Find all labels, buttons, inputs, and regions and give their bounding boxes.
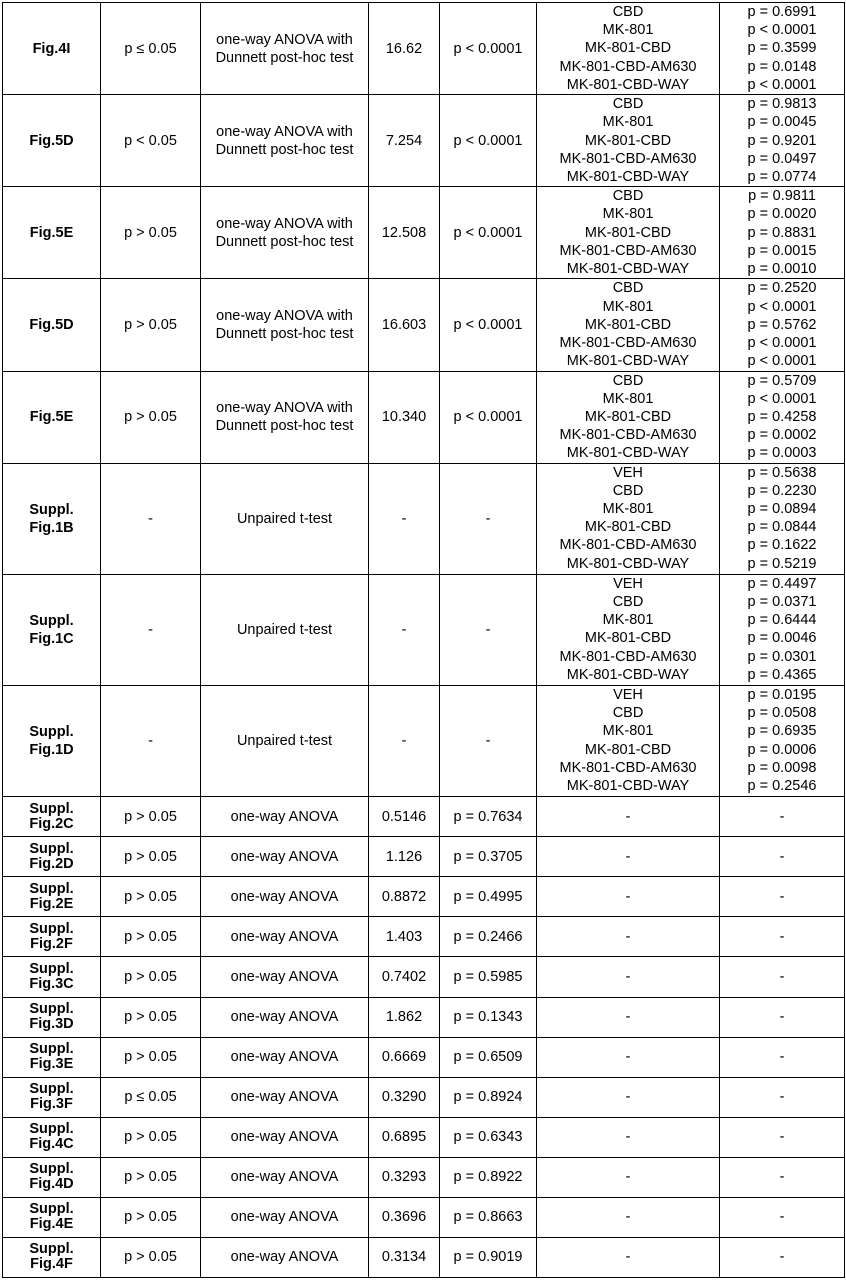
- comparison-group: CBD: [612, 482, 644, 499]
- p-value-cell: p = 0.6343: [440, 1117, 537, 1157]
- table-row: [3, 1077, 845, 1117]
- p-value-cell: p = 0.8663: [440, 1197, 537, 1237]
- test-cell: one-way ANOVA: [201, 917, 369, 957]
- comparison-p-value: p < 0.0001: [747, 22, 817, 39]
- comparison-groups-cell: [537, 1117, 720, 1157]
- comparison-p-value: p = 0.4497: [747, 575, 817, 592]
- comparison-group: CBD: [612, 594, 644, 611]
- comparison-group: CBD: [612, 705, 644, 722]
- statistic-cell: 0.3696: [369, 1197, 440, 1237]
- comparison-group: MK-801: [602, 723, 654, 740]
- significance-cell: p > 0.05: [101, 279, 201, 371]
- statistic-cell: 0.8872: [369, 877, 440, 917]
- comparison-group: MK-801-CBD-WAY: [566, 76, 690, 93]
- comparison-group: CBD: [612, 280, 644, 297]
- test-cell: one-way ANOVA with Dunnett post-hoc test: [201, 279, 369, 371]
- test-cell: one-way ANOVA: [201, 1037, 369, 1077]
- comparison-p-value: p = 0.0497: [747, 150, 817, 167]
- statistic-cell: 10.340: [369, 371, 440, 463]
- statistic-cell: 12.508: [369, 187, 440, 279]
- comparison-groups-cell: [537, 997, 720, 1037]
- statistic-cell: 1.126: [369, 837, 440, 877]
- significance-cell: -: [101, 463, 201, 574]
- statistics-table: [2, 2, 845, 1278]
- table-row: [3, 797, 845, 837]
- p-value-cell: p = 0.4995: [440, 877, 537, 917]
- figure-cell: Suppl. Fig.4E: [3, 1197, 101, 1237]
- statistic-cell: 1.862: [369, 997, 440, 1037]
- table-row: [3, 574, 845, 685]
- comparison-p-cell: [720, 997, 845, 1037]
- figure-cell: Suppl. Fig.4C: [3, 1117, 101, 1157]
- comparison-group: MK-801-CBD-WAY: [566, 168, 690, 185]
- figure-cell: Fig.5E: [3, 187, 101, 279]
- table-row: [3, 1037, 845, 1077]
- statistic-cell: 0.7402: [369, 957, 440, 997]
- comparison-p-value: p < 0.0001: [747, 390, 817, 407]
- statistic-cell: 0.3134: [369, 1237, 440, 1277]
- comparison-group: MK-801-CBD-AM630: [559, 537, 697, 554]
- comparison-group: MK-801-CBD-WAY: [566, 261, 690, 278]
- comparison-group: MK-801-CBD: [584, 132, 672, 149]
- test-cell: one-way ANOVA: [201, 877, 369, 917]
- p-value-cell: p < 0.0001: [440, 279, 537, 371]
- test-cell: Unpaired t-test: [201, 463, 369, 574]
- p-value-cell: p = 0.2466: [440, 917, 537, 957]
- significance-cell: p > 0.05: [101, 1037, 201, 1077]
- significance-cell: p > 0.05: [101, 917, 201, 957]
- comparison-groups-cell: [537, 837, 720, 877]
- comparison-p-cell: [720, 837, 845, 877]
- comparison-groups-cell: [537, 1197, 720, 1237]
- comparison-p-value: p = 0.3599: [747, 40, 817, 57]
- comparison-group: MK-801-CBD-WAY: [566, 666, 690, 683]
- comparison-group: CBD: [612, 96, 644, 113]
- comparison-groups-cell: [537, 187, 720, 279]
- comparison-group: -: [625, 928, 631, 945]
- comparison-p-cell: [720, 877, 845, 917]
- comparison-group: MK-801-CBD-AM630: [559, 334, 697, 351]
- p-value-cell: p = 0.3705: [440, 837, 537, 877]
- comparison-p-value: -: [779, 1089, 785, 1106]
- p-value-cell: p = 0.6509: [440, 1037, 537, 1077]
- comparison-p-cell: [720, 279, 845, 371]
- table-row: [3, 279, 845, 371]
- comparison-p-value: p = 0.5638: [747, 464, 817, 481]
- figure-cell: Suppl. Fig.4D: [3, 1157, 101, 1197]
- statistic-cell: -: [369, 574, 440, 685]
- p-value-cell: p = 0.9019: [440, 1237, 537, 1277]
- significance-cell: p ≤ 0.05: [101, 1077, 201, 1117]
- comparison-group: MK-801-CBD-AM630: [559, 648, 697, 665]
- comparison-p-value: p = 0.0046: [747, 630, 817, 647]
- statistic-cell: 0.3290: [369, 1077, 440, 1117]
- comparison-p-value: -: [779, 928, 785, 945]
- comparison-p-value: p = 0.0098: [747, 759, 817, 776]
- p-value-cell: -: [440, 463, 537, 574]
- table-row: [3, 917, 845, 957]
- comparison-p-value: -: [779, 969, 785, 985]
- comparison-groups-cell: [537, 1237, 720, 1277]
- figure-cell: Suppl. Fig.1C: [3, 574, 101, 685]
- comparison-p-value: p = 0.5762: [747, 316, 817, 333]
- statistic-cell: 7.254: [369, 95, 440, 187]
- statistic-cell: 1.403: [369, 917, 440, 957]
- comparison-group: MK-801-CBD-AM630: [559, 242, 697, 259]
- comparison-p-value: -: [779, 1169, 785, 1186]
- comparison-p-value: p = 0.9813: [747, 96, 817, 113]
- table-row: [3, 95, 845, 187]
- comparison-groups-cell: [537, 463, 720, 574]
- comparison-p-value: p < 0.0001: [747, 76, 817, 93]
- comparison-p-value: p = 0.9811: [748, 188, 816, 205]
- comparison-groups-cell: [537, 957, 720, 997]
- comparison-p-value: p = 0.0508: [747, 705, 817, 722]
- comparison-group: MK-801-CBD-AM630: [559, 427, 697, 444]
- comparison-group: CBD: [612, 4, 644, 20]
- table-row: [3, 1117, 845, 1157]
- comparison-p-value: p = 0.2520: [747, 280, 817, 297]
- test-cell: Unpaired t-test: [201, 686, 369, 797]
- p-value-cell: -: [440, 686, 537, 797]
- table-row: [3, 686, 845, 797]
- table-row: [3, 463, 845, 574]
- significance-cell: -: [101, 686, 201, 797]
- figure-cell: Suppl. Fig.3D: [3, 997, 101, 1037]
- comparison-p-value: p = 0.0371: [747, 594, 817, 611]
- p-value-cell: p < 0.0001: [440, 95, 537, 187]
- comparison-p-cell: [720, 917, 845, 957]
- comparison-p-value: p = 0.6935: [747, 723, 817, 740]
- comparison-group: MK-801-CBD: [584, 316, 672, 333]
- comparison-group: MK-801: [602, 612, 654, 629]
- comparison-p-value: p = 0.0002: [747, 427, 817, 444]
- significance-cell: p > 0.05: [101, 1197, 201, 1237]
- table-row: [3, 1157, 845, 1197]
- figure-cell: Suppl. Fig.2F: [3, 917, 101, 957]
- p-value-cell: p = 0.1343: [440, 997, 537, 1037]
- table-row: [3, 997, 845, 1037]
- comparison-p-value: -: [779, 888, 785, 905]
- significance-cell: p > 0.05: [101, 1117, 201, 1157]
- comparison-p-value: p = 0.0894: [747, 501, 817, 518]
- figure-cell: Suppl. Fig.4F: [3, 1237, 101, 1277]
- comparison-groups-cell: [537, 279, 720, 371]
- comparison-p-value: p < 0.0001: [747, 353, 817, 370]
- figure-cell: Fig.5E: [3, 371, 101, 463]
- comparison-p-value: p = 0.6991: [747, 4, 817, 20]
- test-cell: Unpaired t-test: [201, 574, 369, 685]
- comparison-p-value: p = 0.0003: [747, 445, 817, 462]
- comparison-p-cell: [720, 574, 845, 685]
- comparison-groups-cell: [537, 3, 720, 95]
- comparison-p-cell: [720, 957, 845, 997]
- comparison-p-value: -: [779, 1129, 785, 1146]
- comparison-p-value: p = 0.0006: [747, 741, 817, 758]
- test-cell: one-way ANOVA with Dunnett post-hoc test: [201, 3, 369, 95]
- comparison-group: -: [625, 1169, 631, 1186]
- comparison-group: -: [625, 848, 631, 865]
- comparison-group: -: [625, 1209, 631, 1226]
- table-row: [3, 371, 845, 463]
- comparison-p-cell: [720, 1157, 845, 1197]
- p-value-cell: -: [440, 574, 537, 685]
- test-cell: one-way ANOVA: [201, 1077, 369, 1117]
- figure-cell: Suppl. Fig.3E: [3, 1037, 101, 1077]
- comparison-group: MK-801-CBD: [584, 741, 672, 758]
- comparison-p-cell: [720, 1037, 845, 1077]
- comparison-p-value: p = 0.2546: [747, 777, 817, 794]
- test-cell: one-way ANOVA with Dunnett post-hoc test: [201, 371, 369, 463]
- comparison-p-cell: [720, 371, 845, 463]
- comparison-p-cell: [720, 686, 845, 797]
- table-row: [3, 1197, 845, 1237]
- comparison-groups-cell: [537, 95, 720, 187]
- comparison-groups-cell: [537, 797, 720, 837]
- comparison-group: -: [625, 1089, 631, 1106]
- table-row: [3, 3, 845, 95]
- test-cell: one-way ANOVA: [201, 1237, 369, 1277]
- comparison-p-cell: [720, 797, 845, 837]
- significance-cell: p > 0.05: [101, 997, 201, 1037]
- comparison-p-value: p = 0.0020: [747, 206, 817, 223]
- comparison-group: MK-801-CBD: [584, 408, 672, 425]
- comparison-p-value: p = 0.9201: [747, 132, 817, 149]
- comparison-p-cell: [720, 463, 845, 574]
- significance-cell: p > 0.05: [101, 957, 201, 997]
- p-value-cell: p < 0.0001: [440, 187, 537, 279]
- statistic-cell: 16.62: [369, 3, 440, 95]
- comparison-p-value: -: [779, 1249, 785, 1266]
- test-cell: one-way ANOVA: [201, 957, 369, 997]
- statistic-cell: 0.6669: [369, 1037, 440, 1077]
- comparison-p-cell: [720, 95, 845, 187]
- comparison-p-value: -: [779, 1209, 785, 1226]
- comparison-p-value: p = 0.4258: [747, 408, 817, 425]
- significance-cell: p > 0.05: [101, 371, 201, 463]
- comparison-group: -: [625, 1009, 631, 1026]
- comparison-group: VEH: [613, 575, 643, 592]
- significance-cell: p < 0.05: [101, 95, 201, 187]
- comparison-groups-cell: [537, 1037, 720, 1077]
- comparison-group: MK-801-CBD-AM630: [559, 150, 697, 167]
- comparison-p-value: p = 0.5709: [747, 372, 817, 389]
- significance-cell: p > 0.05: [101, 797, 201, 837]
- comparison-group: MK-801: [602, 206, 654, 223]
- comparison-groups-cell: [537, 686, 720, 797]
- comparison-p-value: -: [779, 1049, 785, 1066]
- comparison-p-value: p = 0.0195: [747, 687, 817, 704]
- table-row: [3, 877, 845, 917]
- significance-cell: -: [101, 574, 201, 685]
- test-cell: one-way ANOVA: [201, 1117, 369, 1157]
- test-cell: one-way ANOVA: [201, 1197, 369, 1237]
- figure-cell: Suppl. Fig.1B: [3, 463, 101, 574]
- comparison-group: VEH: [613, 687, 643, 704]
- significance-cell: p > 0.05: [101, 837, 201, 877]
- comparison-groups-cell: [537, 574, 720, 685]
- table-body: [3, 3, 845, 1278]
- comparison-p-value: p = 0.4365: [747, 666, 817, 683]
- comparison-p-value: p = 0.0045: [747, 114, 817, 131]
- comparison-groups-cell: [537, 877, 720, 917]
- comparison-group: MK-801-CBD-WAY: [566, 777, 690, 794]
- comparison-group: MK-801-CBD-WAY: [566, 445, 690, 462]
- comparison-group: MK-801-CBD-AM630: [559, 759, 697, 776]
- significance-cell: p > 0.05: [101, 877, 201, 917]
- comparison-p-cell: [720, 1237, 845, 1277]
- comparison-group: -: [625, 969, 631, 985]
- comparison-group: MK-801-CBD: [584, 630, 672, 647]
- statistic-cell: -: [369, 463, 440, 574]
- comparison-p-value: p = 0.0148: [747, 58, 817, 75]
- significance-cell: p > 0.05: [101, 1237, 201, 1277]
- comparison-group: MK-801-CBD-AM630: [559, 58, 697, 75]
- comparison-group: -: [625, 808, 631, 825]
- test-cell: one-way ANOVA: [201, 797, 369, 837]
- statistic-cell: 0.3293: [369, 1157, 440, 1197]
- figure-cell: Suppl. Fig.1D: [3, 686, 101, 797]
- comparison-group: MK-801: [602, 501, 654, 518]
- comparison-p-value: p = 0.6444: [747, 612, 817, 629]
- comparison-group: MK-801: [602, 298, 654, 315]
- comparison-group: -: [625, 888, 631, 905]
- test-cell: one-way ANOVA: [201, 837, 369, 877]
- test-cell: one-way ANOVA: [201, 997, 369, 1037]
- figure-cell: Suppl. Fig.2D: [3, 837, 101, 877]
- statistic-cell: 0.5146: [369, 797, 440, 837]
- comparison-p-value: p = 0.5219: [747, 555, 817, 572]
- comparison-group: MK-801: [602, 114, 654, 131]
- comparison-group: MK-801: [602, 390, 654, 407]
- comparison-group: MK-801-CBD-WAY: [566, 555, 690, 572]
- p-value-cell: p = 0.8924: [440, 1077, 537, 1117]
- test-cell: one-way ANOVA with Dunnett post-hoc test: [201, 95, 369, 187]
- comparison-group: -: [625, 1249, 631, 1266]
- p-value-cell: p = 0.5985: [440, 957, 537, 997]
- p-value-cell: p = 0.7634: [440, 797, 537, 837]
- table-row: [3, 187, 845, 279]
- comparison-p-cell: [720, 187, 845, 279]
- comparison-group: CBD: [612, 372, 644, 389]
- comparison-groups-cell: [537, 1077, 720, 1117]
- comparison-p-value: p = 0.0774: [747, 168, 817, 185]
- comparison-p-value: p = 0.0015: [747, 242, 817, 259]
- figure-cell: Suppl. Fig.2C: [3, 797, 101, 837]
- comparison-groups-cell: [537, 1157, 720, 1197]
- comparison-group: MK-801-CBD: [584, 519, 672, 536]
- figure-cell: Suppl. Fig.3F: [3, 1077, 101, 1117]
- significance-cell: p > 0.05: [101, 1157, 201, 1197]
- test-cell: one-way ANOVA: [201, 1157, 369, 1197]
- comparison-group: MK-801-CBD: [584, 224, 672, 241]
- statistic-cell: -: [369, 686, 440, 797]
- p-value-cell: p = 0.8922: [440, 1157, 537, 1197]
- table-row: [3, 837, 845, 877]
- comparison-group: -: [625, 1049, 631, 1066]
- significance-cell: p ≤ 0.05: [101, 3, 201, 95]
- comparison-p-value: p = 0.0844: [747, 519, 817, 536]
- comparison-p-value: p = 0.8831: [747, 224, 817, 241]
- comparison-group: CBD: [612, 188, 644, 205]
- comparison-p-value: p < 0.0001: [747, 334, 817, 351]
- comparison-p-cell: [720, 1077, 845, 1117]
- comparison-group: -: [625, 1129, 631, 1146]
- comparison-group: VEH: [613, 464, 643, 481]
- comparison-group: MK-801-CBD: [584, 40, 672, 57]
- comparison-group: MK-801-CBD-WAY: [566, 353, 690, 370]
- comparison-group: MK-801: [602, 22, 654, 39]
- comparison-groups-cell: [537, 917, 720, 957]
- comparison-p-cell: [720, 1117, 845, 1157]
- statistic-cell: 0.6895: [369, 1117, 440, 1157]
- comparison-p-value: -: [779, 848, 785, 865]
- figure-cell: Suppl. Fig.2E: [3, 877, 101, 917]
- comparison-p-cell: [720, 3, 845, 95]
- table-row: [3, 957, 845, 997]
- test-cell: one-way ANOVA with Dunnett post-hoc test: [201, 187, 369, 279]
- statistic-cell: 16.603: [369, 279, 440, 371]
- p-value-cell: p < 0.0001: [440, 371, 537, 463]
- comparison-p-value: -: [779, 808, 785, 825]
- comparison-p-value: p = 0.2230: [747, 482, 817, 499]
- comparison-p-value: p < 0.0001: [747, 298, 817, 315]
- figure-cell: Suppl. Fig.3C: [3, 957, 101, 997]
- figure-cell: Fig.5D: [3, 279, 101, 371]
- comparison-p-cell: [720, 1197, 845, 1237]
- figure-cell: Fig.4I: [3, 3, 101, 95]
- comparison-p-value: p = 0.0301: [747, 648, 817, 665]
- significance-cell: p > 0.05: [101, 187, 201, 279]
- p-value-cell: p < 0.0001: [440, 3, 537, 95]
- figure-cell: Fig.5D: [3, 95, 101, 187]
- comparison-p-value: p = 0.1622: [747, 537, 817, 554]
- table-row: [3, 1237, 845, 1277]
- comparison-groups-cell: [537, 371, 720, 463]
- comparison-p-value: p = 0.0010: [747, 261, 817, 278]
- comparison-p-value: -: [779, 1009, 785, 1026]
